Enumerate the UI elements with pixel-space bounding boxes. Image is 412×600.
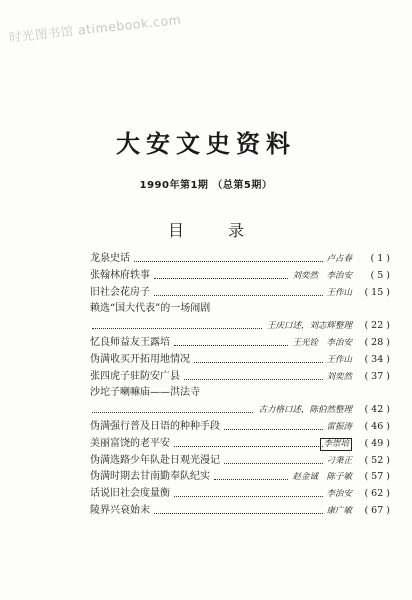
toc-entry-author: 古力格口述，陈伯然整理 bbox=[258, 405, 352, 416]
toc-entry-author: 康广敏 bbox=[326, 505, 352, 516]
toc-entry-author: 王作山 bbox=[326, 287, 352, 298]
toc-entry-title: 话说旧社会度量衡 bbox=[90, 488, 170, 500]
toc-leader-dots bbox=[154, 278, 288, 279]
handwritten-box-author: 李崇培 bbox=[320, 438, 352, 451]
toc-entry-page: ( 37 ) bbox=[364, 370, 390, 382]
toc-entry-author: 王庆口述，刘志辉整理 bbox=[266, 321, 352, 332]
toc-entry bbox=[90, 318, 390, 335]
toc-leader-dots bbox=[224, 429, 323, 430]
toc-heading: 目录 bbox=[168, 221, 289, 240]
toc-entry bbox=[90, 268, 390, 285]
toc-entry bbox=[90, 251, 390, 268]
toc-entry-page: ( 52 ) bbox=[364, 454, 390, 466]
toc-entry-page: ( 49 ) bbox=[364, 437, 390, 449]
toc-entry-author: 刘奕然 bbox=[326, 371, 352, 382]
toc-entry-page: ( 28 ) bbox=[364, 336, 390, 348]
toc-entry-title: 张四虎子驻防安广县 bbox=[90, 370, 180, 382]
toc-entry bbox=[90, 436, 390, 453]
toc-leader-dots bbox=[154, 295, 323, 296]
toc-entry-title: 伪满强行普及日语的种种手段 bbox=[90, 420, 220, 432]
toc-entry-page: ( 42 ) bbox=[364, 404, 390, 416]
issue-info: 1990年第1期 （总第5期） bbox=[139, 180, 273, 191]
toc-entry-author: 赵金诚 陈子敏 bbox=[292, 472, 352, 483]
page-title: 大安文史资料 bbox=[116, 130, 296, 158]
toc-entry-page: ( 57 ) bbox=[364, 471, 390, 483]
toc-entry bbox=[90, 486, 390, 503]
toc-entry-author: 王光铨 李治安 bbox=[292, 337, 352, 348]
toc-entry-title: 赖选“国大代表”的一场闹剧 bbox=[90, 303, 211, 315]
toc-entry-page: ( 34 ) bbox=[364, 353, 390, 365]
toc-entry-page: ( 62 ) bbox=[364, 488, 390, 500]
toc-leader-dots bbox=[224, 463, 323, 464]
toc-entry-title: 沙坨子喇嘛庙——洪法寺 bbox=[90, 387, 200, 399]
toc-entry-title: 伪满选路少年队赴日观光漫记 bbox=[90, 454, 220, 466]
toc-entry bbox=[90, 335, 390, 352]
toc-leader-dots bbox=[92, 412, 253, 413]
toc-leader-dots bbox=[174, 446, 323, 447]
toc-entry-title: 龙泉史话 bbox=[90, 253, 130, 264]
toc-entry bbox=[90, 352, 390, 369]
toc-entry-title: 张翰林府轶事 bbox=[90, 269, 150, 281]
watermark: 时光图书馆 atimebook.com bbox=[8, 11, 182, 45]
toc-leader-dots bbox=[154, 513, 323, 514]
toc-entry-author: 李治安 bbox=[326, 489, 352, 500]
toc-entry-author: 刘奕然 李治安 bbox=[292, 270, 352, 281]
toc-entry bbox=[90, 301, 390, 318]
toc-leader-dots bbox=[174, 345, 288, 346]
toc-leader-dots bbox=[214, 479, 288, 480]
toc-entry-title: 伪满时期去甘南勤奉队纪实 bbox=[90, 471, 210, 483]
toc-entry bbox=[90, 285, 390, 302]
toc-entry-author: 王作山 bbox=[326, 354, 352, 365]
toc-leader-dots bbox=[92, 328, 262, 329]
toc-entry bbox=[90, 469, 390, 486]
toc-entry-page: ( 5 ) bbox=[370, 269, 390, 281]
toc-entry bbox=[90, 369, 390, 386]
toc-entry-title: 忆良师益友王露培 bbox=[90, 336, 170, 348]
toc-entry-page: ( 1 ) bbox=[370, 253, 390, 264]
toc-entry bbox=[90, 419, 390, 436]
toc-entry bbox=[90, 503, 390, 520]
toc-entry bbox=[90, 453, 390, 470]
toc-entry bbox=[90, 402, 390, 419]
toc-leader-dots bbox=[134, 261, 323, 262]
toc-entry-page: ( 15 ) bbox=[364, 286, 390, 298]
table-of-contents bbox=[90, 251, 390, 520]
toc-entry-author: 刁秉正 bbox=[326, 455, 352, 466]
toc-entry-page: ( 22 ) bbox=[364, 320, 390, 332]
toc-entry-title: 陵界兴衰始末 bbox=[90, 504, 150, 516]
toc-entry-page: ( 67 ) bbox=[364, 504, 390, 516]
toc-entry-title: 旧社会花房子 bbox=[90, 286, 150, 298]
toc-entry-title: 伪满收买开拓用地情况 bbox=[90, 353, 190, 365]
toc-leader-dots bbox=[194, 362, 323, 363]
toc-entry-title: 美丽富饶的老平安 bbox=[90, 437, 170, 449]
toc-entry-author bbox=[320, 436, 352, 453]
toc-entry-author: 雷振涛 bbox=[326, 421, 352, 432]
toc-entry-page: ( 46 ) bbox=[364, 420, 390, 432]
toc-leader-dots bbox=[184, 379, 323, 380]
toc-entry bbox=[90, 385, 390, 402]
toc-leader-dots bbox=[174, 496, 323, 497]
toc-entry-author: 卢占春 bbox=[326, 254, 352, 264]
